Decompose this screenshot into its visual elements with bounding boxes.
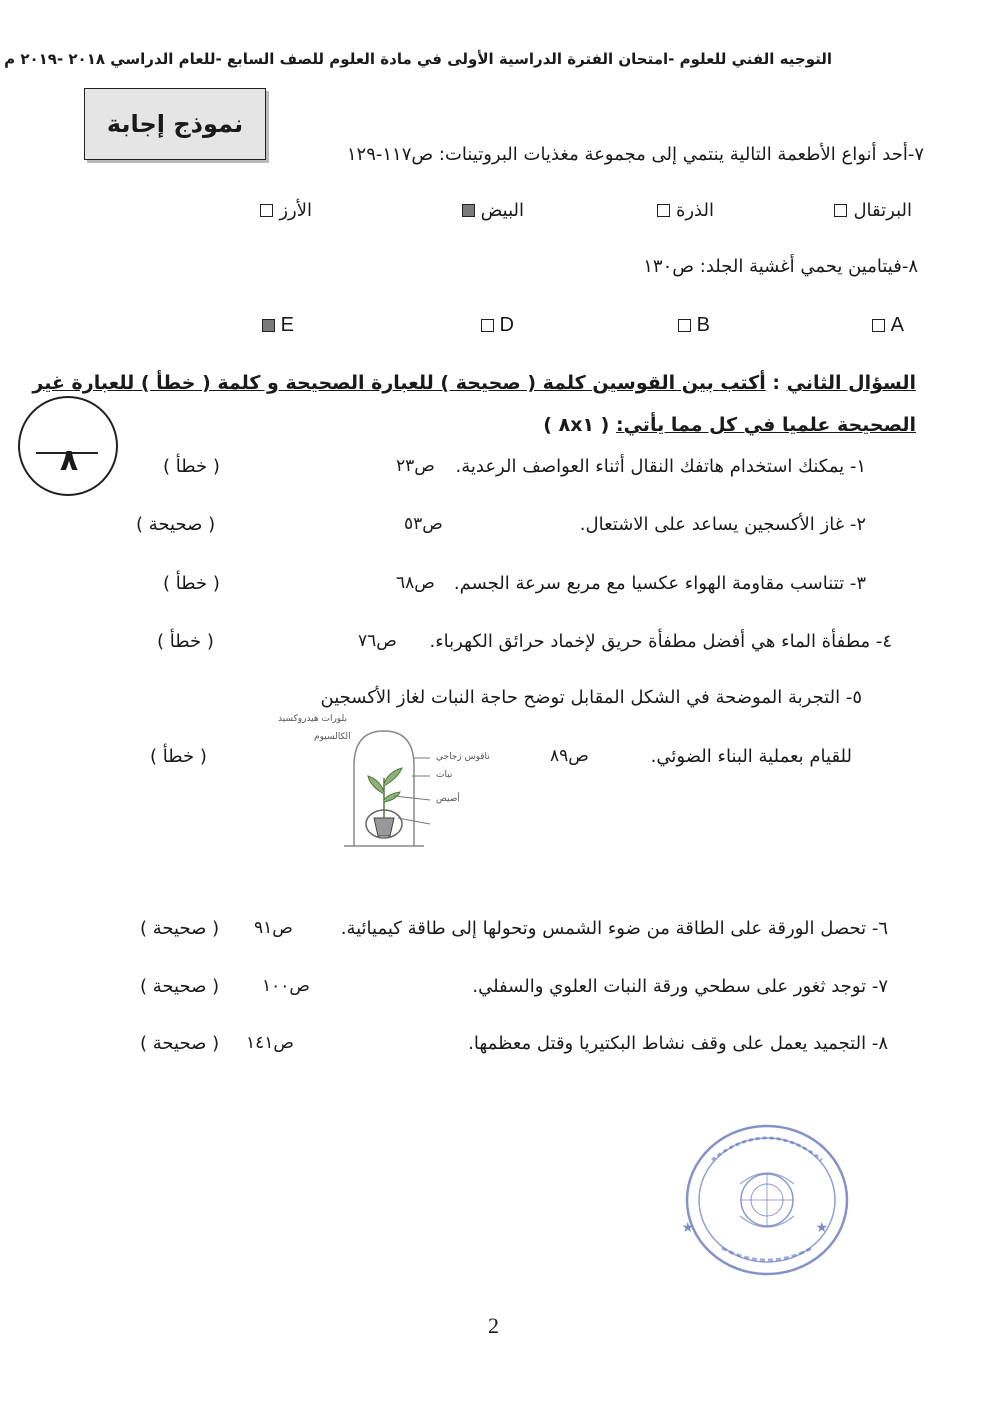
bell-jar-plant-icon <box>284 706 434 856</box>
item-3-answer[interactable]: ( خطأ ) <box>163 573 220 594</box>
section-2-heading <box>32 372 916 394</box>
q7-option-4-label: الأرز <box>279 200 312 221</box>
page-number: 2 <box>488 1313 499 1338</box>
figure-label-5: أصيص <box>436 794 460 804</box>
plant-experiment-figure <box>278 706 490 860</box>
score-value: ٨ <box>59 443 79 478</box>
checkbox-icon[interactable] <box>678 319 691 332</box>
item-4-answer[interactable]: ( خطأ ) <box>157 631 214 652</box>
q8-option-e-label: E <box>280 314 294 336</box>
q8-option-a-label: A <box>890 314 904 336</box>
figure-label-1: بلورات هيدروكسيد <box>278 714 347 724</box>
section-2-heading-line2 <box>543 414 916 436</box>
item-8-page: ص١٤١ <box>246 1033 294 1053</box>
checked-checkbox-icon[interactable] <box>462 204 475 217</box>
checkbox-icon[interactable] <box>260 204 273 217</box>
item-3-text: ٣- تتناسب مقاومة الهواء عكسيا مع مربع سرعة الجسم. <box>453 573 866 594</box>
item-5-text: ٥- التجربة الموضحة في الشكل المقابل توضح حاجة النبات لغاز الأكسجين <box>320 687 862 708</box>
item-4-text: ٤- مطفأة الماء هي أفضل مطفأة حريق لإخماد حرائق الكهرباء. <box>429 631 892 652</box>
question-8: ٨-فيتامين يحمي أغشية الجلد: ص١٣٠ <box>643 256 918 277</box>
item-7-answer[interactable]: ( صحيحة ) <box>140 976 220 997</box>
item-8-text: ٨- التجميد يعمل على وقف نشاط البكتيريا وقتل معظمها. <box>468 1033 888 1054</box>
item-3-page: ص٦٨ <box>396 573 435 593</box>
q8-option-d-label: D <box>499 314 514 336</box>
section-2-instruction-2: الصحيحة علميا في كل مما يأتي: <box>615 414 916 436</box>
colon: : <box>765 372 780 394</box>
section-2-marks: ( ٨x١ ) <box>543 414 610 436</box>
section-2-instruction: أكتب بين القوسين كلمة ( صحيحة ) للعبارة الصحيحة و كلمة ( خطأ ) للعبارة غير <box>32 372 766 394</box>
item-6-text: ٦- تحصل الورقة على الطاقة من ضوء الشمس وتحولها إلى طاقة كيميائية. <box>340 918 888 939</box>
svg-text:★: ★ <box>682 1220 694 1236</box>
item-2-text: ٢- غاز الأكسجين يساعد على الاشتعال. <box>579 514 866 535</box>
official-stamp <box>682 1120 852 1284</box>
item-8-answer[interactable]: ( صحيحة ) <box>140 1033 220 1054</box>
checkbox-icon[interactable] <box>834 204 847 217</box>
question-7: ٧-أحد أنواع الأطعمة التالية ينتمي إلى مجموعة مغذيات البروتينات: ص١١٧-١٢٩ <box>346 144 924 165</box>
q8-option-b-label: B <box>696 314 710 336</box>
item-5-page: ص٨٩ <box>550 746 589 766</box>
item-7-page: ص١٠٠ <box>262 976 310 996</box>
q7-option-1[interactable] <box>834 200 912 221</box>
checkbox-icon[interactable] <box>872 319 885 332</box>
checkbox-icon[interactable] <box>657 204 670 217</box>
item-4-page: ص٧٦ <box>358 631 397 651</box>
checkbox-icon[interactable] <box>481 319 494 332</box>
item-1-answer[interactable]: ( خطأ ) <box>163 456 220 477</box>
q7-option-2-label: الذرة <box>675 200 714 221</box>
item-2-answer[interactable]: ( صحيحة ) <box>136 514 216 535</box>
q8-option-d[interactable] <box>481 314 514 337</box>
figure-label-4: نبات <box>436 770 453 780</box>
item-7-text: ٧- توجد ثغور على سطحي ورقة النبات العلوي والسفلي. <box>472 976 888 997</box>
item-1-page: ص٢٣ <box>396 456 435 476</box>
item-5-text-line2: للقيام بعملية البناء الضوئي. <box>650 746 852 767</box>
q7-option-1-label: البرتقال <box>853 200 912 221</box>
figure-label-2: الكالسيوم <box>314 732 351 742</box>
figure-label-3: ناقوس زجاجي <box>436 752 490 762</box>
q8-option-e[interactable] <box>262 314 294 337</box>
model-answer-box: نموذج إجابة <box>84 88 266 160</box>
q7-option-3-label: البيض <box>480 200 524 221</box>
q7-option-3[interactable] <box>462 200 524 221</box>
exam-header: التوجيه الفني للعلوم -امتحان الفترة الدراسية الأولى في مادة العلوم للصف السابع -للعام الدراسي ٢٠١٨ -٢٠١٩ م <box>4 50 832 68</box>
item-2-page: ص٥٣ <box>404 514 443 534</box>
q8-option-a[interactable] <box>872 314 904 337</box>
checked-checkbox-icon[interactable] <box>262 319 275 332</box>
item-6-page: ص٩١ <box>254 918 293 938</box>
item-6-answer[interactable]: ( صحيحة ) <box>140 918 220 939</box>
q7-option-2[interactable] <box>657 200 714 221</box>
item-1-text: ١- يمكنك استخدام هاتفك النقال أثناء العواصف الرعدية. <box>455 456 866 477</box>
section-2-title: السؤال الثاني <box>786 372 916 394</box>
q8-option-b[interactable] <box>678 314 710 337</box>
item-5-answer[interactable]: ( خطأ ) <box>150 746 207 767</box>
stamp-seal-icon <box>682 1120 852 1280</box>
svg-text:★: ★ <box>815 1220 828 1236</box>
q7-option-4[interactable] <box>260 200 312 221</box>
